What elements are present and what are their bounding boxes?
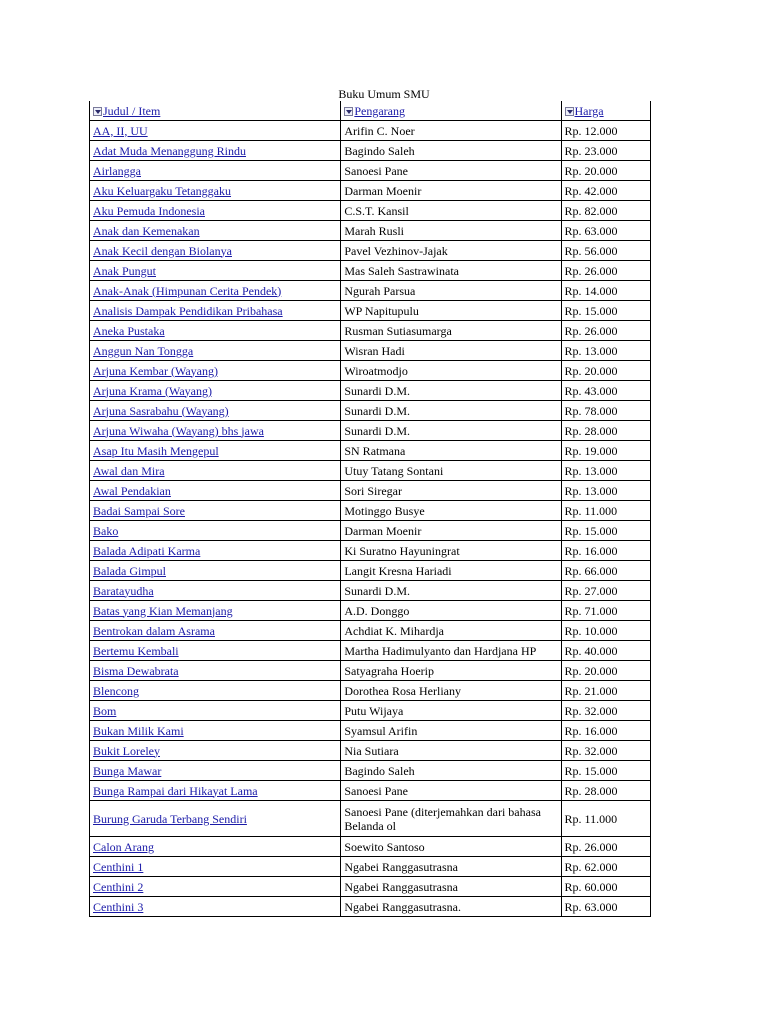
book-title-link[interactable]: Balada Gimpul	[93, 563, 166, 578]
author-cell: Nia Sutiara	[341, 741, 561, 761]
price-cell: Rp. 15.000	[561, 301, 650, 321]
table-row	[90, 561, 651, 581]
table-row	[90, 741, 651, 761]
price-cell: Rp. 13.000	[561, 481, 650, 501]
book-table	[89, 101, 651, 917]
table-row	[90, 801, 651, 837]
book-title-link[interactable]: Centhini 3	[93, 899, 144, 914]
author-cell: Bagindo Saleh	[341, 141, 561, 161]
table-row	[90, 421, 651, 441]
author-cell: Satyagraha Hoerip	[341, 661, 561, 681]
author-cell: Sanoesi Pane	[341, 161, 561, 181]
title-cell	[90, 877, 341, 897]
price-cell: Rp. 43.000	[561, 381, 650, 401]
price-cell: Rp. 10.000	[561, 621, 650, 641]
price-cell: Rp. 16.000	[561, 541, 650, 561]
page-title: Buku Umum SMU	[338, 87, 430, 101]
table-row	[90, 361, 651, 381]
title-cell	[90, 341, 341, 361]
title-cell	[90, 281, 341, 301]
price-cell: Rp. 20.000	[561, 661, 650, 681]
table-row	[90, 281, 651, 301]
author-cell: Syamsul Arifin	[341, 721, 561, 741]
title-cell	[90, 181, 341, 201]
price-cell: Rp. 14.000	[561, 281, 650, 301]
book-title-link[interactable]: Anak dan Kemenakan	[93, 223, 200, 238]
header-row	[90, 101, 651, 121]
price-cell: Rp. 15.000	[561, 761, 650, 781]
table-row	[90, 181, 651, 201]
title-cell	[90, 401, 341, 421]
author-cell: Ki Suratno Hayuningrat	[341, 541, 561, 561]
title-cell	[90, 561, 341, 581]
book-title-link[interactable]: Blencong	[93, 683, 139, 698]
book-title-link[interactable]: AA, II, UU	[93, 123, 148, 138]
sort-dropdown-icon[interactable]	[93, 107, 102, 116]
book-title-link[interactable]: Bunga Rampai dari Hikayat Lama	[93, 783, 258, 798]
table-row	[90, 701, 651, 721]
book-title-link[interactable]: Centhini 1	[93, 859, 144, 874]
price-cell: Rp. 13.000	[561, 461, 650, 481]
price-cell: Rp. 27.000	[561, 581, 650, 601]
price-cell: Rp. 32.000	[561, 701, 650, 721]
author-cell: Sunardi D.M.	[341, 581, 561, 601]
table-row	[90, 121, 651, 141]
sort-dropdown-icon[interactable]	[344, 107, 353, 116]
price-cell: Rp. 56.000	[561, 241, 650, 261]
author-cell: C.S.T. Kansil	[341, 201, 561, 221]
price-cell: Rp. 20.000	[561, 161, 650, 181]
book-title-link[interactable]: Baratayudha	[93, 583, 154, 598]
author-cell: Darman Moenir	[341, 181, 561, 201]
book-title-link[interactable]: Batas yang Kian Memanjang	[93, 603, 233, 618]
book-title-link[interactable]: Bukan Milik Kami	[93, 723, 184, 738]
book-title-link[interactable]: Aku Keluargaku Tetanggaku	[93, 183, 232, 198]
title-cell	[90, 721, 341, 741]
table-row	[90, 341, 651, 361]
table-row	[90, 641, 651, 661]
book-title-link[interactable]: Burung Garuda Terbang Sendiri	[93, 811, 247, 826]
author-cell: Achdiat K. Mihardja	[341, 621, 561, 641]
table-header	[90, 101, 651, 121]
table-row	[90, 681, 651, 701]
author-cell: Langit Kresna Hariadi	[341, 561, 561, 581]
table-row	[90, 621, 651, 641]
table-row	[90, 241, 651, 261]
table-row	[90, 161, 651, 181]
sort-by-author-link[interactable]: Pengarang	[354, 103, 405, 118]
author-cell: Bagindo Saleh	[341, 761, 561, 781]
table-row	[90, 221, 651, 241]
price-cell: Rp. 15.000	[561, 521, 650, 541]
book-title-link[interactable]: Bako	[93, 523, 119, 538]
book-title-link[interactable]: Anak-Anak (Himpunan Cerita Pendek)	[93, 283, 282, 298]
table-row	[90, 521, 651, 541]
table-row	[90, 877, 651, 897]
table-row	[90, 381, 651, 401]
price-cell: Rp. 32.000	[561, 741, 650, 761]
table-body	[90, 121, 651, 917]
title-cell	[90, 261, 341, 281]
author-cell: Arifin C. Noer	[341, 121, 561, 141]
title-cell	[90, 501, 341, 521]
price-cell: Rp. 60.000	[561, 877, 650, 897]
author-cell: Darman Moenir	[341, 521, 561, 541]
table-row	[90, 781, 651, 801]
table-row	[90, 661, 651, 681]
book-title-link[interactable]: Airlangga	[93, 163, 141, 178]
author-cell: SN Ratmana	[341, 441, 561, 461]
author-cell: Putu Wijaya	[341, 701, 561, 721]
author-cell: Sanoesi Pane	[341, 781, 561, 801]
table-row	[90, 301, 651, 321]
table-row	[90, 761, 651, 781]
title-cell	[90, 481, 341, 501]
author-cell: Martha Hadimulyanto dan Hardjana HP	[341, 641, 561, 661]
title-cell	[90, 661, 341, 681]
book-title-link[interactable]: Awal dan Mira	[93, 463, 165, 478]
book-title-link[interactable]: Bukit Loreley	[93, 743, 160, 758]
title-cell	[90, 801, 341, 837]
table-row	[90, 461, 651, 481]
table-row	[90, 501, 651, 521]
title-cell	[90, 641, 341, 661]
author-cell: Rusman Sutiasumarga	[341, 321, 561, 341]
table-row	[90, 441, 651, 461]
book-title-link[interactable]: Calon Arang	[93, 839, 154, 854]
author-cell: Sori Siregar	[341, 481, 561, 501]
price-cell: Rp. 12.000	[561, 121, 650, 141]
price-cell: Rp. 13.000	[561, 341, 650, 361]
title-cell	[90, 701, 341, 721]
title-cell	[90, 441, 341, 461]
title-cell	[90, 241, 341, 261]
price-cell: Rp. 63.000	[561, 221, 650, 241]
table-row	[90, 721, 651, 741]
book-title-link[interactable]: Bisma Dewabrata	[93, 663, 179, 678]
author-cell: Sunardi D.M.	[341, 381, 561, 401]
title-cell	[90, 601, 341, 621]
book-title-link[interactable]: Awal Pendakian	[93, 483, 171, 498]
author-cell: Mas Saleh Sastrawinata	[341, 261, 561, 281]
author-cell: Ngurah Parsua	[341, 281, 561, 301]
author-cell: Pavel Vezhinov-Jajak	[341, 241, 561, 261]
title-cell	[90, 897, 341, 917]
table-row	[90, 541, 651, 561]
price-cell: Rp. 78.000	[561, 401, 650, 421]
table-row	[90, 401, 651, 421]
sort-by-title-link[interactable]: Judul / Item	[103, 103, 161, 118]
price-cell: Rp. 66.000	[561, 561, 650, 581]
table-row	[90, 321, 651, 341]
title-cell	[90, 301, 341, 321]
title-cell	[90, 361, 341, 381]
column-header-title	[90, 101, 341, 121]
author-cell: Ngabei Ranggasutrasna.	[341, 897, 561, 917]
price-cell: Rp. 62.000	[561, 857, 650, 877]
author-cell: Motinggo Busye	[341, 501, 561, 521]
price-cell: Rp. 20.000	[561, 361, 650, 381]
table-row	[90, 581, 651, 601]
title-cell	[90, 141, 341, 161]
price-cell: Rp. 71.000	[561, 601, 650, 621]
book-title-link[interactable]: Bertemu Kembali	[93, 643, 179, 658]
title-cell	[90, 221, 341, 241]
author-cell: Ngabei Ranggasutrasna	[341, 857, 561, 877]
book-title-link[interactable]: Aneka Pustaka	[93, 323, 165, 338]
book-title-link[interactable]: Centhini 2	[93, 879, 144, 894]
book-title-link[interactable]: Arjuna Sasrabahu (Wayang)	[93, 403, 229, 418]
price-cell: Rp. 42.000	[561, 181, 650, 201]
column-header-author	[341, 101, 561, 121]
book-title-link[interactable]: Analisis Dampak Pendidikan Pribahasa	[93, 303, 283, 318]
price-cell: Rp. 11.000	[561, 801, 650, 837]
title-cell	[90, 121, 341, 141]
table-row	[90, 897, 651, 917]
table-row	[90, 201, 651, 221]
price-cell: Rp. 26.000	[561, 837, 650, 857]
title-cell	[90, 421, 341, 441]
title-cell	[90, 321, 341, 341]
title-cell	[90, 521, 341, 541]
table-row	[90, 857, 651, 877]
title-cell	[90, 781, 341, 801]
title-cell	[90, 621, 341, 641]
price-cell: Rp. 23.000	[561, 141, 650, 161]
author-cell: Sunardi D.M.	[341, 401, 561, 421]
book-title-link[interactable]: Badai Sampai Sore	[93, 503, 185, 518]
author-cell: Sanoesi Pane (diterjemahkan dari bahasa Belanda ol	[341, 801, 561, 837]
price-cell: Rp. 19.000	[561, 441, 650, 461]
price-cell: Rp. 63.000	[561, 897, 650, 917]
price-cell: Rp. 28.000	[561, 781, 650, 801]
table-row	[90, 837, 651, 857]
price-cell: Rp. 26.000	[561, 261, 650, 281]
title-cell	[90, 541, 341, 561]
price-cell: Rp. 28.000	[561, 421, 650, 441]
price-cell: Rp. 16.000	[561, 721, 650, 741]
author-cell: Wiroatmodjo	[341, 361, 561, 381]
title-cell	[90, 161, 341, 181]
table-row	[90, 481, 651, 501]
title-cell	[90, 681, 341, 701]
title-cell	[90, 857, 341, 877]
title-cell	[90, 381, 341, 401]
book-title-link[interactable]: Arjuna Krama (Wayang)	[93, 383, 212, 398]
author-cell: Ngabei Ranggasutrasna	[341, 877, 561, 897]
book-title-link[interactable]: Aku Pemuda Indonesia	[93, 203, 205, 218]
price-cell: Rp. 21.000	[561, 681, 650, 701]
table-row	[90, 261, 651, 281]
title-cell	[90, 741, 341, 761]
title-cell	[90, 461, 341, 481]
book-title-link[interactable]: Adat Muda Menanggung Rindu	[93, 143, 246, 158]
price-cell: Rp. 82.000	[561, 201, 650, 221]
author-cell: A.D. Donggo	[341, 601, 561, 621]
title-cell	[90, 581, 341, 601]
book-title-link[interactable]: Arjuna Wiwaha (Wayang) bhs jawa	[93, 423, 264, 438]
price-cell: Rp. 11.000	[561, 501, 650, 521]
book-title-link[interactable]: Asap Itu Masih Mengepul	[93, 443, 219, 458]
book-title-link[interactable]: Anggun Nan Tongga	[93, 343, 194, 358]
book-title-link[interactable]: Anak Kecil dengan Biolanya	[93, 243, 232, 258]
sort-by-price-link[interactable]: Harga	[574, 103, 604, 118]
table-row	[90, 601, 651, 621]
author-cell: Marah Rusli	[341, 221, 561, 241]
author-cell: Utuy Tatang Sontani	[341, 461, 561, 481]
title-cell	[90, 201, 341, 221]
book-title-link[interactable]: Bunga Mawar	[93, 763, 162, 778]
book-title-link[interactable]: Anak Pungut	[93, 263, 156, 278]
author-cell: Wisran Hadi	[341, 341, 561, 361]
book-title-link[interactable]: Arjuna Kembar (Wayang)	[93, 363, 218, 378]
title-cell	[90, 761, 341, 781]
table-row	[90, 141, 651, 161]
price-cell: Rp. 40.000	[561, 641, 650, 661]
price-cell: Rp. 26.000	[561, 321, 650, 341]
author-cell: WP Napitupulu	[341, 301, 561, 321]
book-title-link[interactable]: Bentrokan dalam Asrama	[93, 623, 215, 638]
title-cell	[90, 837, 341, 857]
column-header-price	[561, 101, 650, 121]
author-cell: Dorothea Rosa Herliany	[341, 681, 561, 701]
book-title-link[interactable]: Bom	[93, 703, 117, 718]
author-cell: Sunardi D.M.	[341, 421, 561, 441]
book-title-link[interactable]: Balada Adipati Karma	[93, 543, 201, 558]
author-cell: Soewito Santoso	[341, 837, 561, 857]
sort-dropdown-icon[interactable]	[565, 107, 574, 116]
